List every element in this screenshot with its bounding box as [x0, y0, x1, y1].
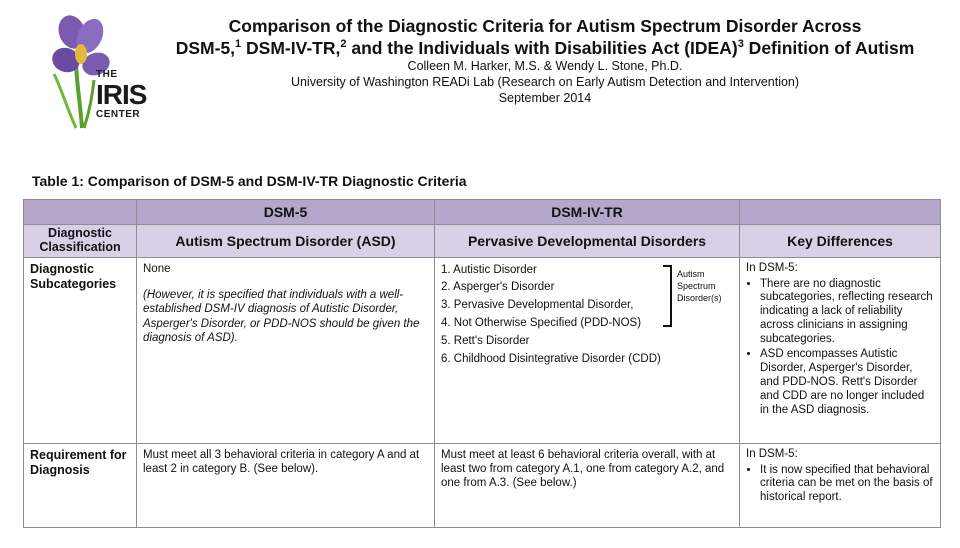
criteria-table: [23, 199, 941, 528]
cell-dsm4-subcategories: [435, 257, 740, 443]
title-part-b: DSM-IV-TR,: [241, 38, 341, 58]
logo-wordmark: [96, 69, 147, 120]
kd-list: [746, 278, 934, 418]
header-blank-cell: [24, 200, 137, 225]
bracket-label: [677, 268, 722, 304]
row-label-subcategories: Diagnostic Subcategories: [24, 257, 137, 443]
logo-the: THE: [96, 69, 118, 80]
table-header-row-1: [24, 200, 941, 225]
title-part-c: and the Individuals with Disabilities Act (IDEA): [346, 38, 738, 58]
header-dsm4: DSM-IV-TR: [435, 200, 740, 225]
document-title-line1: Comparison of the Diagnostic Criteria for Autism Spectrum Disorder Across: [228, 16, 862, 36]
header-dsm5: DSM-5: [137, 200, 435, 225]
header-key-differences: Key Differences: [740, 225, 941, 258]
asd-bracket: [663, 265, 672, 327]
authors: Colleen M. Harker, M.S. & Wendy L. Stone, Ph.D.: [407, 59, 683, 73]
list-item: 2. Asperger's Disorder: [441, 281, 555, 294]
table-row: [24, 443, 941, 527]
list-item: 3. Pervasive Developmental Disorder,: [441, 299, 634, 312]
row-label-requirement: Requirement for Diagnosis: [24, 443, 137, 527]
cell-key-differences-subcategories: [740, 257, 941, 443]
table-header-row-2: [24, 225, 941, 258]
header-asd: Autism Spectrum Disorder (ASD): [137, 225, 435, 258]
table-caption: Table 1: Comparison of DSM-5 and DSM-IV-TR Diagnostic Criteria: [32, 173, 467, 189]
title-part-a: DSM-5,: [175, 38, 236, 58]
bracket-label-line: Disorder(s): [677, 292, 722, 303]
list-item: • ASD encompasses Autistic Disorder, Asperger's Disorder, and PDD-NOS. Rett's Disorder and CDD are no longer included in the ASD diagnosis.: [760, 348, 934, 417]
list-item: 1. Autistic Disorder: [441, 263, 537, 276]
cell-dsm5-requirement: Must meet all 3 behavioral criteria in category A and at least 2 in category B. (See below).: [137, 443, 435, 527]
table-row: [24, 257, 941, 443]
kd-intro: In DSM-5:: [746, 447, 798, 460]
dsm5-none-text: None: [143, 262, 171, 275]
kd-list: [746, 464, 934, 505]
dsm5-note-text: (However, it is specified that individuals with a well-established DSM-IV diagnosis of Autistic Disorder, Asperger's Disorder, or PDD-NOS should be given the diagnosis of ASD).: [143, 288, 420, 344]
document-title-line2: [150, 38, 940, 59]
kd-intro: In DSM-5:: [746, 261, 798, 274]
footnote-ref-1: 1: [235, 38, 242, 50]
lab-affiliation: University of Washington READi Lab (Research on Early Autism Detection and Intervention): [290, 75, 800, 89]
cell-dsm5-subcategories: [137, 257, 435, 443]
list-item: 4. Not Otherwise Specified (PDD-NOS): [441, 316, 642, 329]
header-pdd: Pervasive Developmental Disorders: [435, 225, 740, 258]
cell-key-differences-requirement: [740, 443, 941, 527]
header-blank-cell-right: [740, 200, 941, 225]
list-item: 6. Childhood Disintegrative Disorder (CDD): [441, 352, 661, 365]
logo-iris: IRIS: [96, 79, 147, 110]
bracket-label-line: Autism: [677, 268, 705, 279]
footnote-ref-2: 2: [340, 38, 347, 50]
bracket-label-line: Spectrum: [677, 280, 716, 291]
list-item: • It is now specified that behavioral criteria can be met on the basis of historical report.: [760, 464, 934, 505]
title-part-d: Definition of Autism: [743, 38, 915, 58]
footnote-ref-3: 3: [737, 38, 744, 50]
list-item: • There are no diagnostic subcategories, reflecting research indicating a lack of reliability across clinicians in assigning subcategories.: [760, 278, 934, 347]
logo-center: CENTER: [96, 109, 141, 120]
list-item: 5. Rett's Disorder: [441, 334, 530, 347]
header-diagnostic-classification: Diagnostic Classification: [24, 225, 137, 258]
cell-dsm4-requirement: Must meet at least 6 behavioral criteria overall, with at least two from category A.1, one from category A.2, and one from A.3. (See below.): [435, 443, 740, 527]
document-date: September 2014: [498, 91, 592, 105]
